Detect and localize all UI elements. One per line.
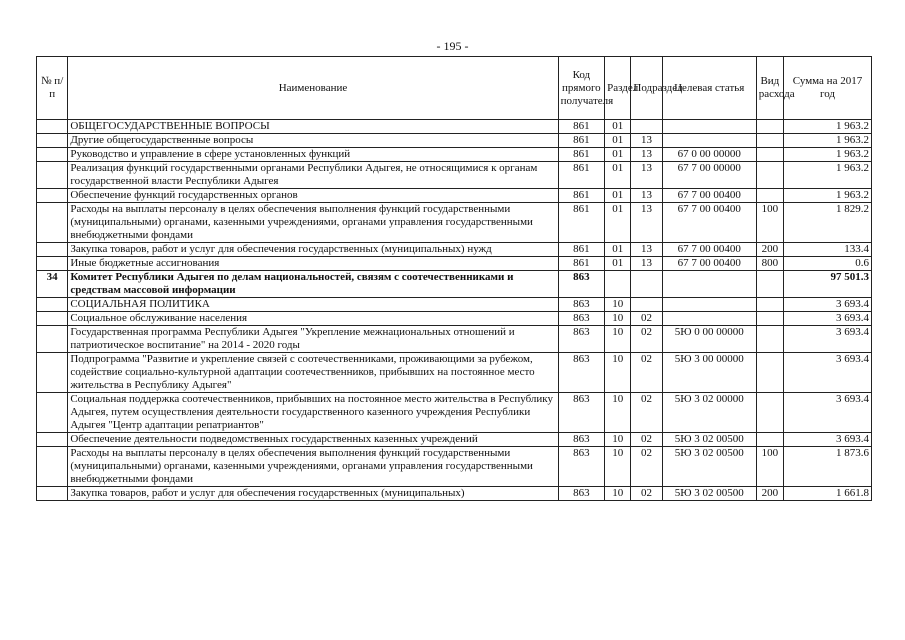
table-row	[37, 162, 872, 189]
row-expense	[756, 271, 783, 298]
row-num	[37, 298, 68, 312]
row-code: 861	[558, 120, 605, 134]
header-article: Целевая статья	[662, 57, 756, 120]
table-row	[37, 353, 872, 393]
row-name: Расходы на выплаты персоналу в целях обеспечения выполнения функций государственными (муниципальными) органами, казенными учреждениями, органами управления государственными внебюджетными фондами	[68, 447, 558, 487]
row-code: 861	[558, 134, 605, 148]
row-subsection	[631, 271, 662, 298]
row-num	[37, 243, 68, 257]
row-code: 863	[558, 353, 605, 393]
row-code: 861	[558, 162, 605, 189]
row-name: Реализация функций государственными органами Республики Адыгея, не относящимися к органам государственной власти Республики Адыгея	[68, 162, 558, 189]
row-sum: 3 693.4	[784, 393, 872, 433]
row-sum: 3 693.4	[784, 353, 872, 393]
row-section: 01	[605, 257, 631, 271]
row-section	[605, 271, 631, 298]
row-code: 861	[558, 189, 605, 203]
row-subsection: 02	[631, 433, 662, 447]
row-sum: 97 501.3	[784, 271, 872, 298]
row-name: Обеспечение функций государственных органов	[68, 189, 558, 203]
table-row	[37, 298, 872, 312]
row-expense: 800	[756, 257, 783, 271]
row-code: 861	[558, 148, 605, 162]
row-section: 10	[605, 312, 631, 326]
header-sum: Сумма на 2017 год	[784, 57, 872, 120]
table-row	[37, 312, 872, 326]
row-expense	[756, 298, 783, 312]
row-subsection: 13	[631, 134, 662, 148]
row-num	[37, 353, 68, 393]
table-row	[37, 433, 872, 447]
row-num	[37, 120, 68, 134]
row-name: Государственная программа Республики Адыгея "Укрепление межнациональных отношений и патриотическое воспитание" на 2014 - 2020 годы	[68, 326, 558, 353]
row-expense	[756, 312, 783, 326]
row-sum: 3 693.4	[784, 326, 872, 353]
row-sum: 1 963.2	[784, 134, 872, 148]
row-code: 863	[558, 487, 605, 501]
row-section: 01	[605, 148, 631, 162]
row-sum: 1 829.2	[784, 203, 872, 243]
row-expense	[756, 353, 783, 393]
table-row	[37, 257, 872, 271]
row-name: Расходы на выплаты персоналу в целях обеспечения выполнения функций государственными (муниципальными) органами, казенными учреждениями, органами управления государственными внебюджетными фондами	[68, 203, 558, 243]
row-name: ОБЩЕГОСУДАРСТВЕННЫЕ ВОПРОСЫ	[68, 120, 558, 134]
row-expense	[756, 433, 783, 447]
row-subsection: 13	[631, 243, 662, 257]
row-expense	[756, 189, 783, 203]
row-subsection	[631, 298, 662, 312]
header-code: Код прямого получателя	[558, 57, 605, 120]
table-body	[37, 120, 872, 501]
row-num	[37, 487, 68, 501]
row-article	[662, 134, 756, 148]
table-row	[37, 148, 872, 162]
row-article	[662, 298, 756, 312]
row-subsection: 13	[631, 257, 662, 271]
row-article: 5Ю 0 00 00000	[662, 326, 756, 353]
table-row	[37, 447, 872, 487]
table-row	[37, 393, 872, 433]
row-section: 01	[605, 134, 631, 148]
table-row	[37, 134, 872, 148]
row-article: 67 7 00 00400	[662, 189, 756, 203]
row-name: СОЦИАЛЬНАЯ ПОЛИТИКА	[68, 298, 558, 312]
row-article: 5Ю 3 00 00000	[662, 353, 756, 393]
row-article: 5Ю 3 02 00500	[662, 433, 756, 447]
row-code: 863	[558, 326, 605, 353]
row-sum: 1 661.8	[784, 487, 872, 501]
row-sum: 133.4	[784, 243, 872, 257]
row-section: 10	[605, 433, 631, 447]
row-num	[37, 433, 68, 447]
row-code: 863	[558, 298, 605, 312]
row-sum: 1 963.2	[784, 189, 872, 203]
row-article	[662, 120, 756, 134]
row-expense: 100	[756, 447, 783, 487]
row-num	[37, 189, 68, 203]
table-row	[37, 271, 872, 298]
row-sum: 3 693.4	[784, 312, 872, 326]
row-section: 10	[605, 487, 631, 501]
row-name: Иные бюджетные ассигнования	[68, 257, 558, 271]
row-sum: 1 963.2	[784, 148, 872, 162]
row-subsection: 13	[631, 203, 662, 243]
page-number: - 195 -	[436, 39, 469, 53]
row-expense	[756, 393, 783, 433]
row-num	[37, 393, 68, 433]
row-name: Закупка товаров, работ и услуг для обеспечения государственных (муниципальных)	[68, 487, 558, 501]
row-subsection	[631, 120, 662, 134]
row-num	[37, 447, 68, 487]
row-subsection: 02	[631, 393, 662, 433]
row-subsection: 02	[631, 312, 662, 326]
table-row	[37, 203, 872, 243]
row-article: 5Ю 3 02 00500	[662, 447, 756, 487]
row-name: Закупка товаров, работ и услуг для обеспечения государственных (муниципальных) нужд	[68, 243, 558, 257]
row-section: 01	[605, 162, 631, 189]
row-expense	[756, 148, 783, 162]
row-expense	[756, 134, 783, 148]
row-article	[662, 271, 756, 298]
row-code: 863	[558, 271, 605, 298]
row-num	[37, 257, 68, 271]
row-article: 67 7 00 00400	[662, 203, 756, 243]
header-subsection: Подраздел	[631, 57, 662, 120]
row-section: 10	[605, 326, 631, 353]
row-expense: 200	[756, 243, 783, 257]
row-expense: 100	[756, 203, 783, 243]
row-expense	[756, 120, 783, 134]
row-name: Социальное обслуживание населения	[68, 312, 558, 326]
row-num	[37, 148, 68, 162]
row-section: 01	[605, 243, 631, 257]
row-name: Руководство и управление в сфере установленных функций	[68, 148, 558, 162]
row-code: 861	[558, 243, 605, 257]
table-row	[37, 243, 872, 257]
row-section: 01	[605, 203, 631, 243]
row-article	[662, 312, 756, 326]
row-section: 10	[605, 353, 631, 393]
table-row	[37, 487, 872, 501]
row-name: Социальная поддержка соотечественников, прибывших на постоянное место жительства в Республику Адыгея, путем осуществления деятельности государственного казенного учреждения Республики Адыгея "Центр адаптации репатриантов"	[68, 393, 558, 433]
row-section: 10	[605, 298, 631, 312]
row-code: 863	[558, 393, 605, 433]
row-num	[37, 203, 68, 243]
row-code: 863	[558, 433, 605, 447]
row-expense	[756, 162, 783, 189]
row-subsection: 13	[631, 148, 662, 162]
row-section: 01	[605, 189, 631, 203]
row-code: 861	[558, 203, 605, 243]
header-expense: Вид расхода	[756, 57, 783, 120]
row-subsection: 02	[631, 353, 662, 393]
row-article: 5Ю 3 02 00000	[662, 393, 756, 433]
row-num	[37, 162, 68, 189]
table-row	[37, 189, 872, 203]
row-subsection: 02	[631, 326, 662, 353]
row-sum: 0.6	[784, 257, 872, 271]
header-name: Наименование	[68, 57, 558, 120]
row-sum: 1 963.2	[784, 120, 872, 134]
header-section: Раздел	[605, 57, 631, 120]
row-sum: 1 873.6	[784, 447, 872, 487]
row-num	[37, 134, 68, 148]
row-name: Подпрограмма "Развитие и укрепление связей с соотечественниками, проживающими за рубежом, содействие социально-культурной адаптации соотечественников, прибывших на постоянное место жительства в Республику Адыгея"	[68, 353, 558, 393]
row-article: 67 7 00 00000	[662, 162, 756, 189]
row-sum: 3 693.4	[784, 433, 872, 447]
row-subsection: 02	[631, 487, 662, 501]
header-num: № п/п	[37, 57, 68, 120]
table-row	[37, 326, 872, 353]
row-num	[37, 326, 68, 353]
row-article: 67 7 00 00400	[662, 257, 756, 271]
row-section: 10	[605, 447, 631, 487]
row-article: 67 0 00 00000	[662, 148, 756, 162]
row-name: Обеспечение деятельности подведомственных государственных казенных учреждений	[68, 433, 558, 447]
row-article: 67 7 00 00400	[662, 243, 756, 257]
row-sum: 3 693.4	[784, 298, 872, 312]
row-code: 861	[558, 257, 605, 271]
row-section: 10	[605, 393, 631, 433]
row-num: 34	[37, 271, 68, 298]
table-header	[37, 57, 872, 120]
row-name: Другие общегосударственные вопросы	[68, 134, 558, 148]
row-name: Комитет Республики Адыгея по делам национальностей, связям с соотечественниками и средствам массовой информации	[68, 271, 558, 298]
budget-table	[36, 56, 872, 501]
row-section: 01	[605, 120, 631, 134]
row-code: 863	[558, 447, 605, 487]
row-expense: 200	[756, 487, 783, 501]
row-subsection: 13	[631, 162, 662, 189]
row-expense	[756, 326, 783, 353]
row-subsection: 13	[631, 189, 662, 203]
row-num	[37, 312, 68, 326]
row-article: 5Ю 3 02 00500	[662, 487, 756, 501]
row-code: 863	[558, 312, 605, 326]
row-sum: 1 963.2	[784, 162, 872, 189]
table-row	[37, 120, 872, 134]
row-subsection: 02	[631, 447, 662, 487]
